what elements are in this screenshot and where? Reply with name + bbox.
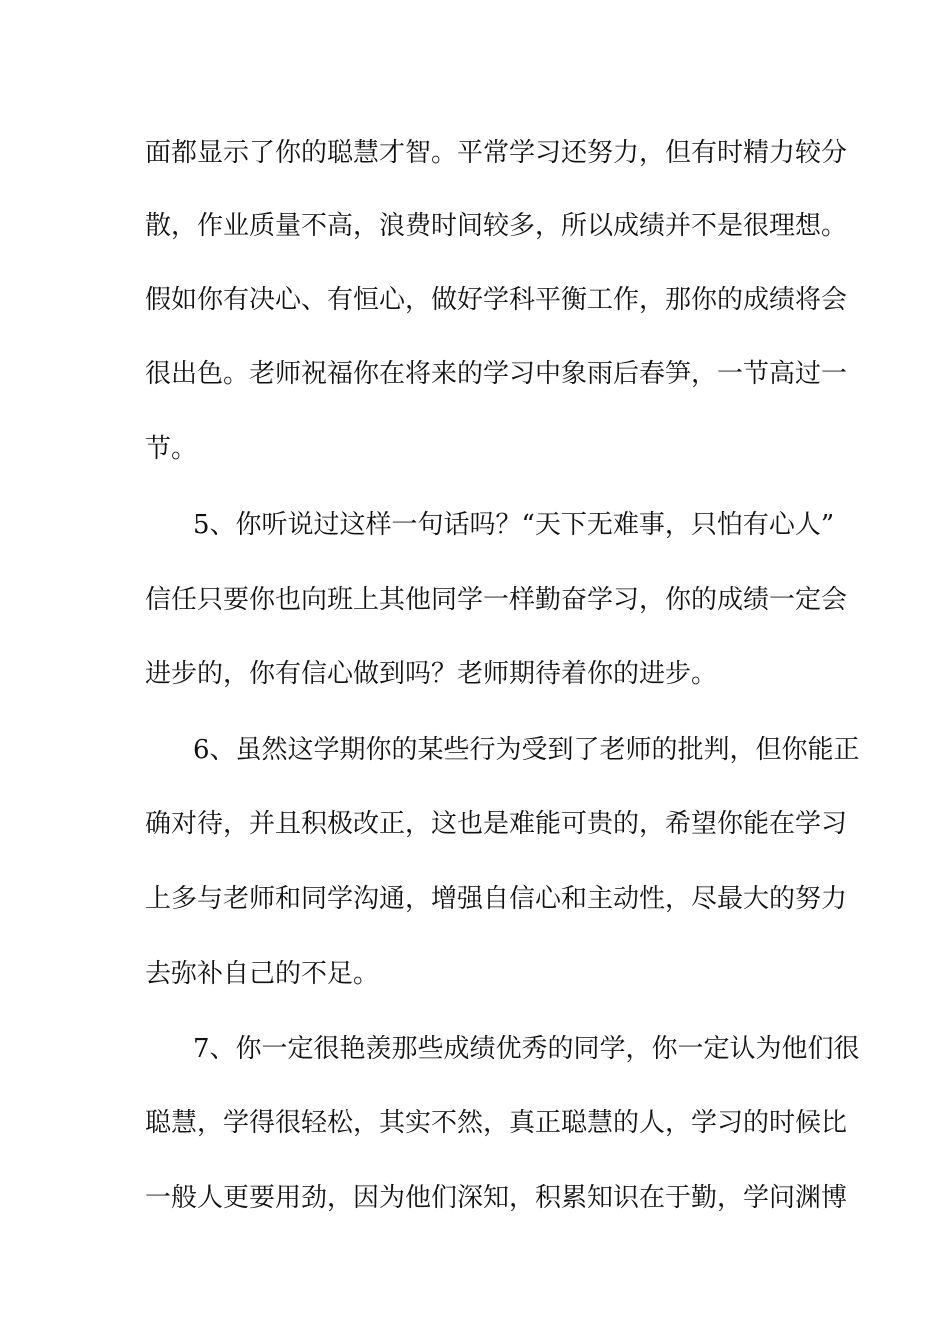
text-line: 确对待，并且积极改正，这也是难能可贵的，希望你能在学习 — [145, 809, 848, 839]
text-line: 信任只要你也向班上其他同学一样勤奋学习，你的成绩一定会 — [145, 585, 848, 615]
text-line: 上多与老师和同学沟通，增强自信心和主动性，尽最大的努力 — [145, 884, 848, 914]
text-line: 去弥补自己的不足。 — [145, 959, 380, 989]
text-line: 节。 — [145, 434, 198, 464]
text-line: 面都显示了你的聪慧才智。平常学习还努力，但有时精力较分 — [145, 138, 848, 168]
text-line: 进步的，你有信心做到吗？老师期待着你的进步。 — [145, 659, 718, 689]
paragraph-7-first-line: 7、你一定很艳羡那些成绩优秀的同学，你一定认为他们很 — [193, 1034, 860, 1064]
text-line: 一般人更要用劲，因为他们深知，积累知识在于勤，学问渊博 — [145, 1183, 848, 1213]
text-line: 散，作业质量不高，浪费时间较多，所以成绩并不是很理想。 — [145, 211, 848, 241]
text-line: 假如你有决心、有恒心，做好学科平衡工作，那你的成绩将会 — [145, 285, 848, 315]
paragraph-6-first-line: 6、虽然这学期你的某些行为受到了老师的批判，但你能正 — [193, 735, 860, 765]
text-line: 聪慧，学得很轻松，其实不然，真正聪慧的人，学习的时候比 — [145, 1108, 848, 1138]
text-line: 很出色。老师祝福你在将来的学习中象雨后春笋，一节高过一 — [145, 359, 848, 389]
paragraph-5-first-line: 5、你听说过这样一句话吗？“天下无难事，只怕有心人” — [193, 510, 835, 540]
